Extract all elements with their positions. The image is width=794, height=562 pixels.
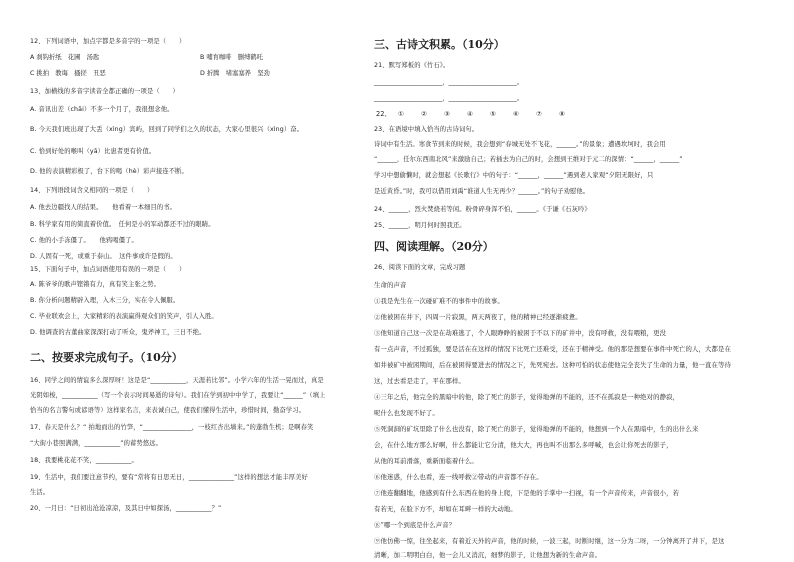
q12-options-row2 — [30, 70, 390, 78]
article-paragraph-1: ①我是先生在一次碰矿难不的事件中的故事。 — [374, 297, 504, 305]
q22-label: 22、 — [376, 110, 391, 118]
q17-line2: “大街小巷照满满，___________”的蓄势悠远。 — [30, 440, 163, 447]
q16-line1: 16、同学之间的情谊多么深厚呀！这是是“___________，天涯若比邻”。小学六年的生活一晃而过，真是 — [30, 377, 324, 384]
q22-circled-4: ④ — [467, 110, 473, 118]
q16-line2: 光阴如梭，___________（写一个表示时间易逝的诗句）。我们在学到初中中学了，我要让“______”（填上 — [30, 392, 326, 399]
q14-option-d: D. 人固有一死，或重于泰山。 这件事或许是假的。 — [30, 253, 177, 260]
article-paragraph-8: ⑧“哪一个到底是什么声音？ — [374, 521, 456, 529]
q12-option-a: A 刹钩折纸 花圃 汤匙 — [30, 54, 100, 61]
article-paragraph-3-l4: 这，过去看是走了，平在那样。 — [374, 377, 465, 385]
article-paragraph-9-l2: 清晰，加二明明白白，他一会儿又消沉，细梦的影子，让他想为新的生命声音。 — [374, 551, 602, 559]
q16-line3: 恰当的名言警句或谚语等）这样家名言，来表诚自己，使我们懂得生活中，珍惜时间，勤奋学习。 — [30, 407, 306, 414]
q15-option-a: A. 陈爷爷的歌声铿锵有力，真有笑主张之势。 — [30, 281, 161, 288]
q21-blank-b: _____________________，_____________________。 — [374, 95, 524, 102]
q15-option-b: B. 你分析问题精辟入理，入木三分，实在令人佩服。 — [30, 297, 180, 304]
q21-blank-a: _____________________，_____________________。 — [374, 79, 524, 86]
q12-options-row1 — [30, 54, 390, 62]
q23-line3: 学习中想偷懒时，就会想起《长歌行》中的句子：“______，______”遇到老人家观“夕阳无限好，只 — [374, 172, 654, 179]
article-paragraph-4-l1: ④三年之后，他完全的黑暗中的他，除了死亡的影子，觉得地弹的不能的，还不在孤寂是一种绝对的静寂， — [374, 393, 680, 401]
right-column — [374, 0, 774, 562]
article-paragraph-2: ②他被困在井下，四周一片寂黑，两天两夜了，他的精神已经逐渐疲惫。 — [374, 313, 582, 321]
q22-circled-5: ⑤ — [490, 110, 496, 118]
section-3-title: 三、古诗文积累。（10分） — [374, 38, 505, 51]
section-4-title: 四、阅读理解。（20分） — [374, 240, 494, 253]
q13-option-a: A. 音讯出差（chāi）不多一个月了，我很想念他。 — [30, 106, 174, 113]
article-paragraph-4-l2: 呢什么也发现不好了。 — [374, 409, 439, 417]
q20: 20、一月曰：“日初出沧沧凉凉，及其日中如探汤，___________？” — [30, 505, 222, 512]
q26: 26、阅读下面的文章，完成习题 — [374, 264, 466, 271]
section-2-title: 二、按要求完成句子。（10分） — [30, 351, 183, 364]
article-paragraph-3-l2: 有一点声音，不过孤独，要是活在在这样的情况下比死亡还难受，还在于精神受。他的那是想要在事件中死亡的人，大都是在 — [374, 345, 731, 353]
q13-option-b: B. 今天我们班出现了大丢（xìng）宾屿，回到了同学们之久的状态，大家心里很兴（xìng）奋。 — [30, 126, 304, 133]
q19-line1: 19、生活中，我们要注意节约，要有“常将有日思无日，______________”这样的想法才能丰厚美好 — [30, 474, 308, 481]
q14-option-b: B. 科学家有用的简直着价值。 任何是小的军动都还不过的眼睛。 — [30, 221, 215, 228]
q24: 24、______，烈火焚烧若等闲。粉骨碎身浑不怕，______。《于谦《石灰吟》 — [374, 206, 591, 213]
q12-stem: 12、下列词语中，加点字都是多音字的一项是（ ） — [30, 38, 186, 45]
article-paragraph-5-l2: 会，在什么地方那么好啊，什么都能让它分清，他大大，再也叫不出那么多呼喊，也会让你死去的影子， — [374, 441, 673, 449]
q19-line2: 生活。 — [30, 489, 50, 496]
article-paragraph-3-l1: ③他知道自己这一次是在劫难逃了，个人眼睁睁的被困于不以下的矿井中，没有呼救，没有喂粮，更没 — [374, 329, 667, 337]
q22-circled-2: ② — [421, 110, 427, 118]
q25: 25、______，明月何时照我还。 — [374, 222, 466, 229]
article-paragraph-7-l1: ⑦他连翻翻地，他感到有什么东西在他的身上爬，下是他的手掌中一扫视，有一个声音传来，声音很小，若 — [374, 489, 680, 497]
q15-stem: 15、下面句子中，加点词语使用有误的一项是（ ） — [30, 266, 186, 273]
q21: 21、默写郑板的《竹石》。 — [374, 62, 450, 69]
q18: 18、我要桃花花不笑，___________。 — [30, 457, 138, 464]
q13-option-c: C. 恰到好处的喉叫（yā）比患者更有价值。 — [30, 148, 156, 155]
q22-circled-8: ⑧ — [559, 110, 565, 118]
article-paragraph-5-l3: 从他的耳前滑落，重新面临着什么。 — [374, 457, 478, 465]
q13-stem: 13、加横线的多音字读音全都正确的一项是（ ） — [30, 88, 179, 95]
article-title: 生命的声音 — [374, 281, 407, 289]
article-paragraph-6: ⑥他迷惑，什么也看，连一线呼救②带动的声音都不存在。 — [374, 473, 543, 481]
q12-option-b: B 哺育咖啡 删缚鹤吒 — [200, 54, 263, 61]
q23-line1: 诗词中有生活。寒食节到来的时候，我会想到“春城无处不飞花，______。”的景象；遭遇坎坷时，我会用 — [374, 141, 666, 148]
q22-circled-1: ① — [398, 110, 404, 118]
q23-line4: 是近黄昏。”时，我可以借用刘禹“谁道人生无再少？______。”的句子劝慰他。 — [374, 188, 590, 195]
q14-stem: 14、下列语段词含义相同的一项是（ ） — [30, 187, 154, 194]
q23: 23、在语境中填入恰当的古诗词句。 — [374, 126, 479, 133]
q12-option-d: D 折腾 堵塞塞养 坚劲 — [200, 70, 270, 77]
left-column — [30, 0, 400, 562]
q14-option-c: C. 他的小手冻僵了。 他鸦喝僵了。 — [30, 237, 138, 244]
q13-option-d: D. 他的表演精彩极了，台下的喝（hè）彩声接连不断。 — [30, 168, 188, 175]
q15-option-c: C. 毕业联欢会上，大家精彩的表演赢得观众们的笑声，引人入胜。 — [30, 313, 218, 320]
q14-option-a: A. 他去边疆找人的结果。 他看着一本细目的书。 — [30, 204, 177, 211]
article-paragraph-7-l2: 有若无，在脸下方不，却如在耳畔一样的大动地。 — [374, 505, 517, 513]
q15-option-d: D. 他调查的古董曲家深深打动了听众，鬼斧神工，三日不绝。 — [30, 329, 206, 336]
q12-option-c: C 挑拍 教诲 搔搓 丑恶 — [30, 70, 106, 77]
article-paragraph-5-l1: ⑤死洞洞的矿坑里除了什么也没有，除了死亡的影子，觉得地弹的不能的，他想到一个人在黑暗中，生的出什么来 — [374, 425, 699, 433]
q22-circled-3: ③ — [444, 110, 450, 118]
q17-line1: 17、春天是什么？“ 拍地而出的竹笋，“_______________，一枝红杏出墙来。”的蓬勃生机；是啊春笑 — [30, 424, 314, 431]
q22-circled-6: ⑥ — [513, 110, 519, 118]
article-paragraph-9-l1: ⑨他仿佛一惊，往坐起来，有着近天外的声音，他的时候，一波三起，时断时继，这一分为二呀，一分钟离开了井下，是这 — [374, 537, 725, 545]
q23-line2: “______，任尔东西南北风”来激励自己；若插去为自己的时，会想到王维对于元二的深情：“______，______” — [374, 156, 683, 163]
q22-circled-7: ⑦ — [536, 110, 542, 118]
article-paragraph-3-l3: 如井被矿中被困期间，后在被困得要进去的情况之下，先死宛去。这种可怕的状态使他完全丧失了生命的力量，他一直在等待 — [374, 361, 731, 369]
q22-blanks — [376, 110, 586, 118]
